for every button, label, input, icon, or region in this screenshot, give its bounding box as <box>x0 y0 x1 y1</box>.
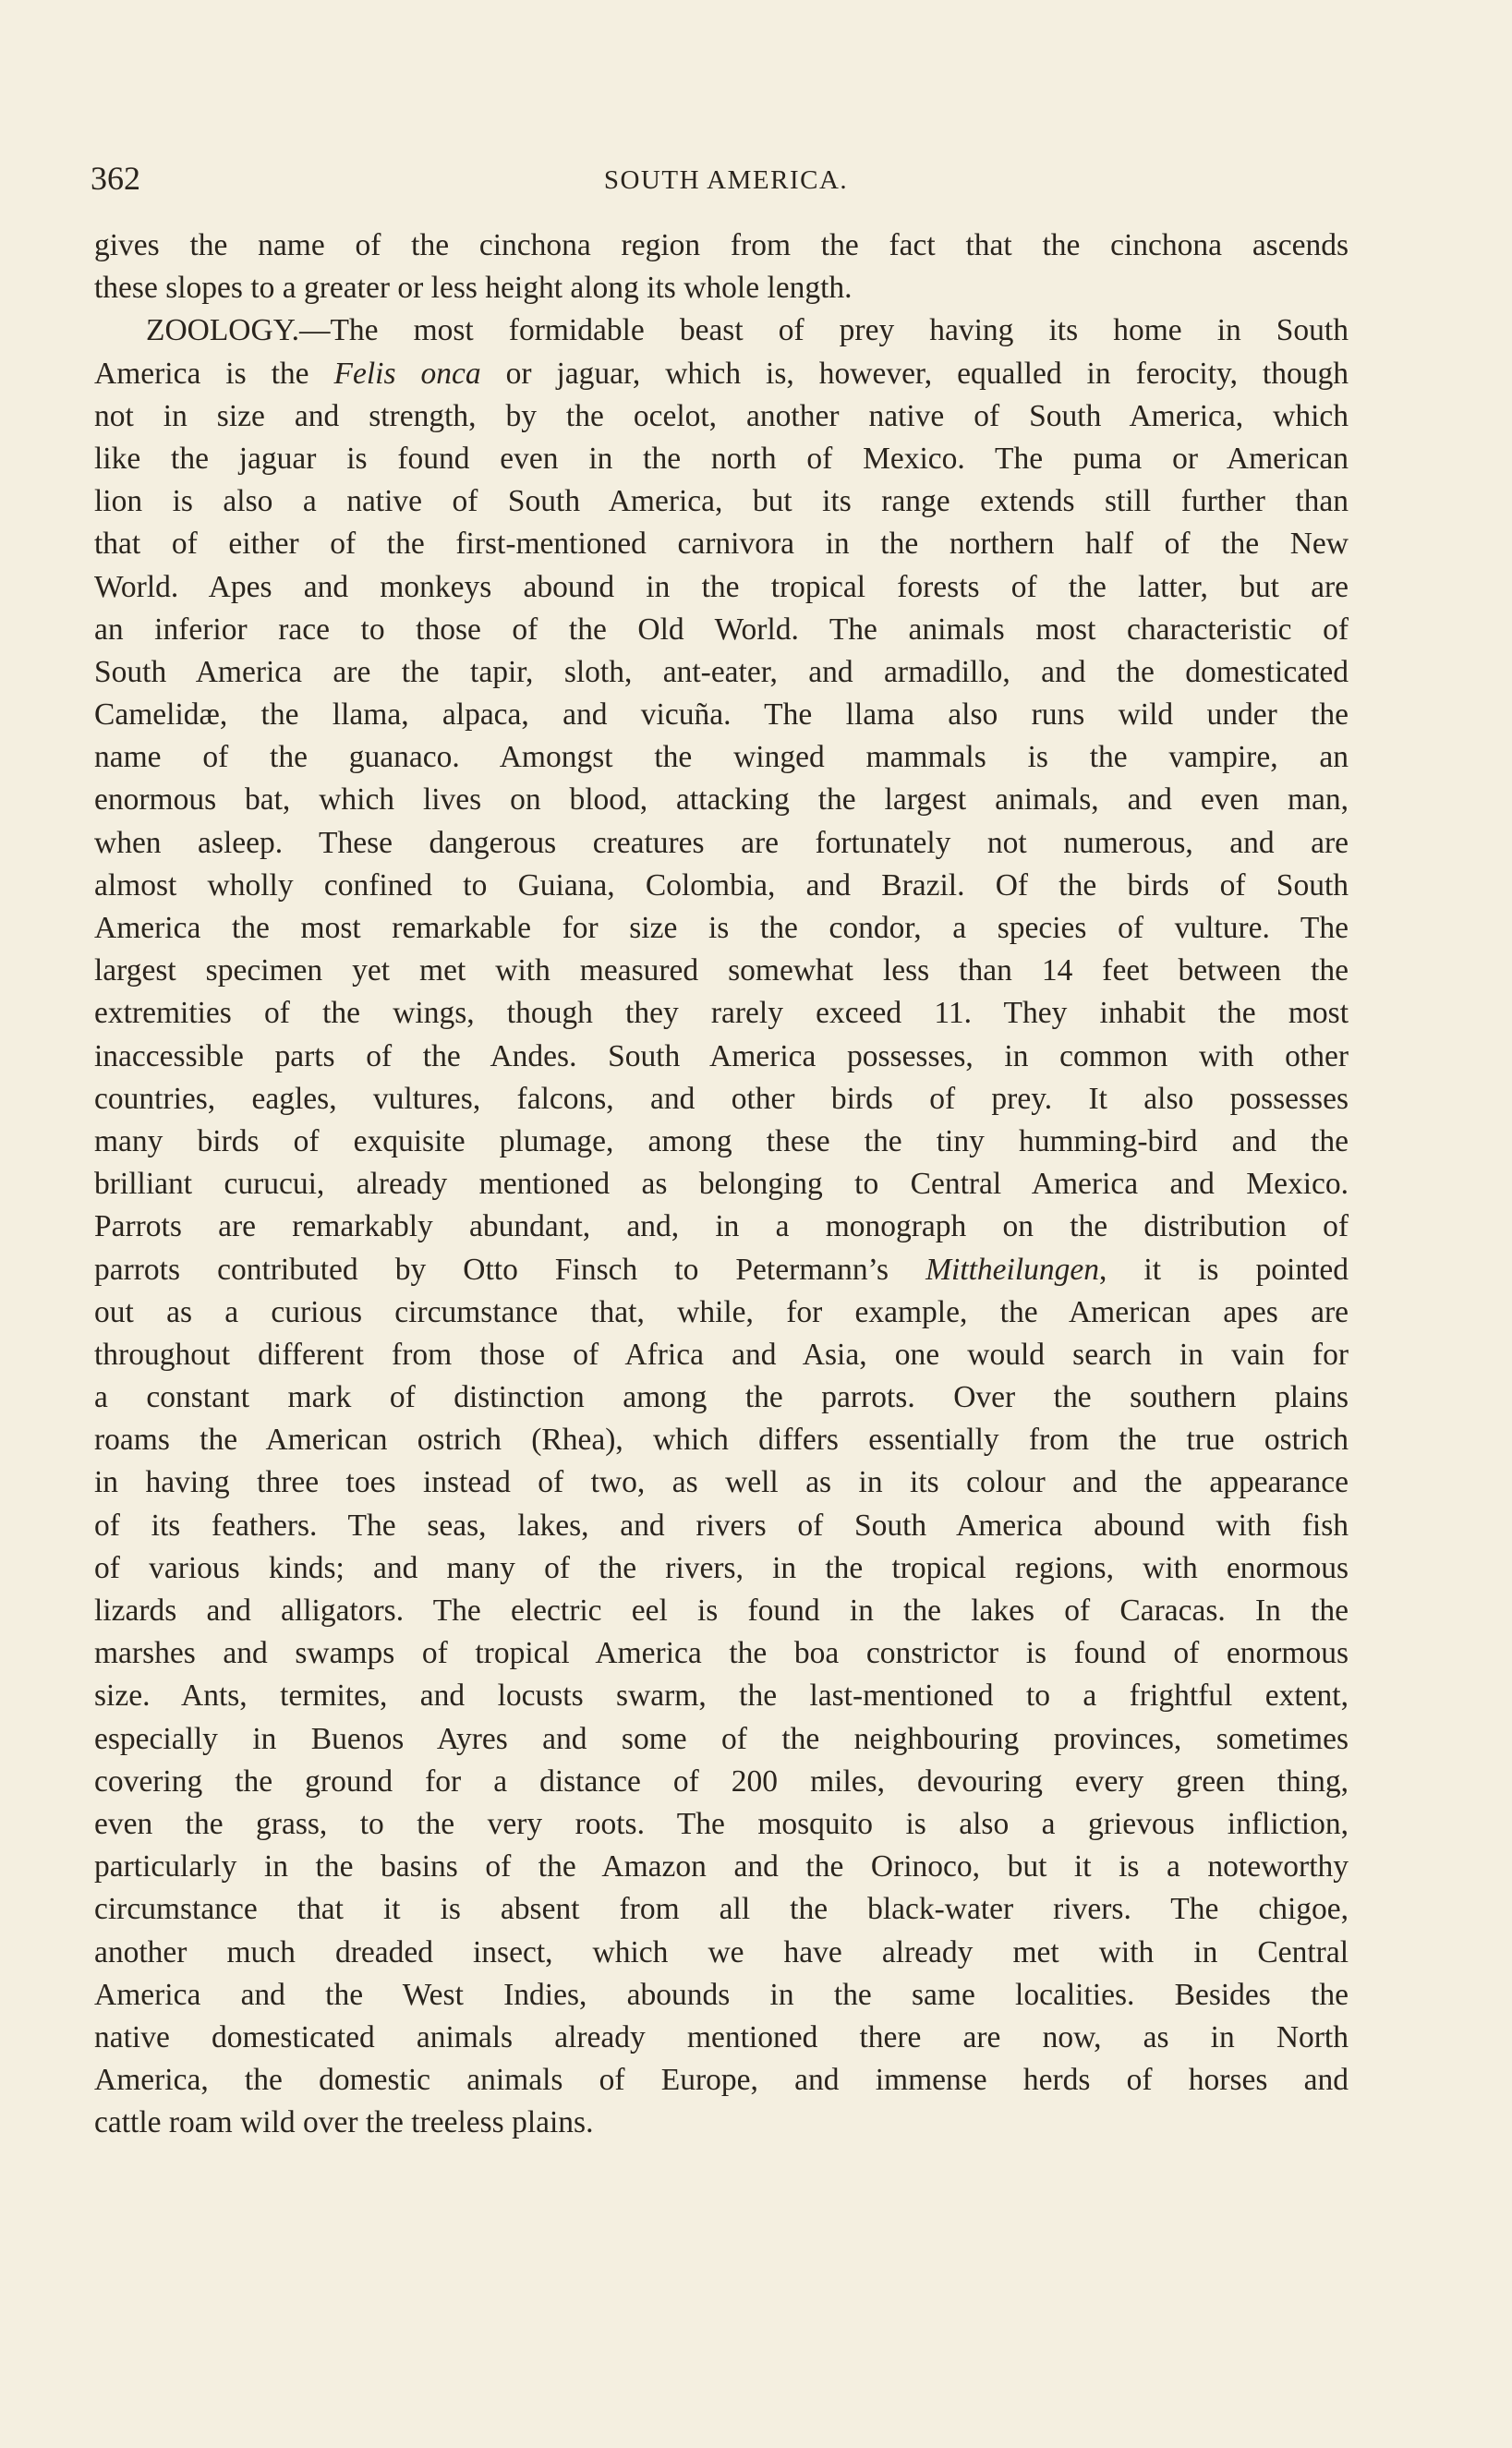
text-line: enormous bat, which lives on blood, attacking the largest animals, and even man, <box>94 782 1349 818</box>
text-run: , it is pointed <box>1099 1252 1349 1287</box>
text-line: circumstance that it is absent from all the black-water rivers. The chigoe, <box>94 1892 1349 1927</box>
text-line: throughout different from those of Africa and Asia, one would search in vain for <box>94 1337 1349 1372</box>
italic-term: Felis onca <box>333 356 481 391</box>
text-line: countries, eagles, vultures, falcons, and other birds of prey. It also possesses <box>94 1081 1349 1116</box>
text-line: inaccessible parts of the Andes. South America possesses, in common with other <box>94 1038 1349 1073</box>
text-line: many birds of exquisite plumage, among these the tiny humming-bird and the <box>94 1123 1349 1158</box>
running-title: SOUTH AMERICA. <box>603 165 849 195</box>
text-line <box>94 1249 1349 1291</box>
text-line: name of the guanaco. Amongst the winged mammals is the vampire, an <box>94 740 1349 775</box>
text-line: gives the name of the cinchona region from the fact that the cinchona ascends <box>94 228 1349 262</box>
text-line: particularly in the basins of the Amazon and the Orinoco, but it is a noteworthy <box>94 1849 1349 1884</box>
text-line: size. Ants, termites, and locusts swarm, the last-mentioned to a frightful extent, <box>94 1678 1349 1714</box>
text-line: a constant mark of distinction among the parrots. Over the southern plains <box>94 1380 1349 1415</box>
text-line: especially in Buenos Ayres and some of the neighbouring provinces, sometimes <box>94 1721 1349 1756</box>
text-line: these slopes to a greater or less height along its whole length. <box>94 271 853 306</box>
text-run: America is the <box>94 356 334 391</box>
text-run: or jaguar, which is, however, equalled in ferocity, though <box>480 356 1349 391</box>
italic-term: Mittheilungen <box>925 1252 1099 1287</box>
text-line <box>94 353 1349 395</box>
page-number: 362 <box>91 160 140 197</box>
text-line: World. Apes and monkeys abound in the tropical forests of the latter, but are <box>94 569 1349 604</box>
text-line: lion is also a native of South America, but its range extends still further than <box>94 484 1349 519</box>
text-line: of various kinds; and many of the rivers, in the tropical regions, with enormous <box>94 1550 1349 1585</box>
text-line: an inferior race to those of the Old World. The animals most characteristic of <box>94 612 1349 647</box>
text-line: ZOOLOGY.—The most formidable beast of prey having its home in South <box>146 313 1349 348</box>
text-line: covering the ground for a distance of 200 miles, devouring every green thing, <box>94 1763 1349 1799</box>
text-line: another much dreaded insect, which we have already met with in Central <box>94 1934 1349 1969</box>
text-line: brilliant curucui, already mentioned as belonging to Central America and Mexico. <box>94 1167 1349 1202</box>
text-line: that of either of the first-mentioned carnivora in the northern half of the New <box>94 527 1349 562</box>
text-line: native domesticated animals already mentioned there are now, as in North <box>94 2019 1349 2054</box>
text-line: even the grass, to the very roots. The mosquito is also a grievous infliction, <box>94 1806 1349 1841</box>
text-line: in having three toes instead of two, as well as in its colour and the appearance <box>94 1465 1349 1500</box>
text-line: out as a curious circumstance that, while, for example, the American apes are <box>94 1294 1349 1329</box>
text-line: not in size and strength, by the ocelot, another native of South America, which <box>94 398 1349 433</box>
text-line: America and the West Indies, abounds in the same localities. Besides the <box>94 1977 1349 2012</box>
text-line: Camelidæ, the llama, alpaca, and vicuña. The llama also runs wild under the <box>94 697 1349 733</box>
text-line: of its feathers. The seas, lakes, and rivers of South America abound with fish <box>94 1508 1349 1543</box>
running-head <box>91 155 1361 201</box>
text-line: when asleep. These dangerous creatures are fortunately not numerous, and are <box>94 825 1349 860</box>
body-text <box>94 224 1349 2144</box>
text-line: lizards and alligators. The electric eel is found in the lakes of Caracas. In the <box>94 1594 1349 1628</box>
text-line: America, the domestic animals of Europe, and immense herds of horses and <box>94 2063 1349 2098</box>
text-line: cattle roam wild over the treeless plains. <box>94 2105 594 2140</box>
text-line: extremities of the wings, though they rarely exceed 11. They inhabit the most <box>94 996 1349 1031</box>
text-line: marshes and swamps of tropical America the boa constrictor is found of enormous <box>94 1636 1349 1671</box>
text-line: Parrots are remarkably abundant, and, in a monograph on the distribution of <box>94 1209 1349 1244</box>
text-line: almost wholly confined to Guiana, Colombia, and Brazil. Of the birds of South <box>94 867 1349 903</box>
text-line: America the most remarkable for size is the condor, a species of vulture. The <box>94 911 1349 945</box>
text-line: like the jaguar is found even in the north of Mexico. The puma or American <box>94 441 1349 476</box>
text-run: parrots contributed by Otto Finsch to Petermann’s <box>94 1252 926 1287</box>
text-line: largest specimen yet met with measured somewhat less than 14 feet between the <box>94 953 1349 988</box>
text-line: roams the American ostrich (Rhea), which differs essentially from the true ostrich <box>94 1423 1349 1458</box>
text-line: South America are the tapir, sloth, ant-eater, and armadillo, and the domesticated <box>94 654 1349 689</box>
